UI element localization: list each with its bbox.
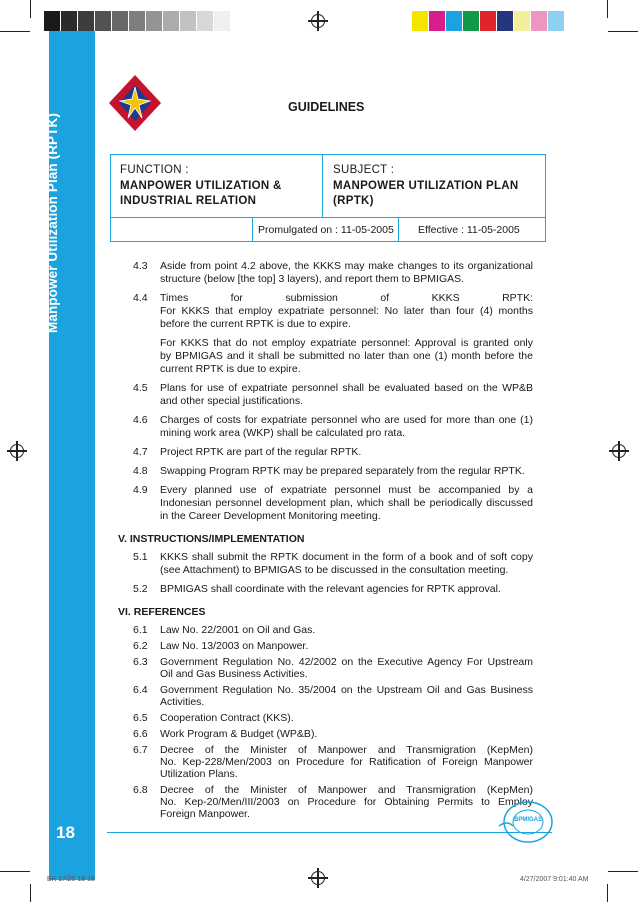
company-logo-icon — [107, 73, 163, 133]
subject-line: MANPOWER UTILIZATION PLAN — [333, 179, 519, 192]
crop-mark — [30, 884, 31, 902]
item-number: 6.7 — [133, 744, 148, 756]
item-text-line: Charges of costs for expatriate personnel who are used for more than one (1) — [160, 414, 533, 426]
item-text-line: KKKS shall submit the RPTK document in the form of a book and of soft copy — [160, 551, 533, 563]
item-text-line: Oil and Gas Business Activities. — [160, 668, 308, 680]
color-swatch — [197, 11, 214, 31]
item-number: 6.6 — [133, 728, 148, 740]
item-text-line: Government Regulation No. 35/2004 on the Upstream Oil and Gas Business — [160, 684, 533, 696]
item-text-line: Indonesian personnel development plan, which shall be periodically discussed — [160, 497, 533, 509]
item-number: 6.2 — [133, 640, 148, 652]
divider — [398, 217, 399, 242]
effective-date: Effective : 11-05-2005 — [418, 224, 520, 236]
color-swatch — [112, 11, 129, 31]
color-swatch — [548, 11, 565, 31]
registration-mark-icon — [612, 444, 626, 458]
item-number: 4.4 — [133, 292, 148, 304]
item-number: 4.9 — [133, 484, 148, 496]
color-swatch — [61, 11, 78, 31]
page-title: GUIDELINES — [288, 100, 365, 114]
function-line: MANPOWER UTILIZATION & — [120, 179, 282, 192]
item-text-line: Decree of the Minister of Manpower and Transmigration (KepMen) — [160, 784, 533, 796]
function-line: INDUSTRIAL RELATION — [120, 195, 257, 207]
item-number: 5.2 — [133, 583, 148, 595]
color-swatch — [95, 11, 112, 31]
color-swatch — [446, 11, 463, 31]
crop-mark — [0, 31, 30, 32]
function-label: FUNCTION : — [120, 164, 189, 176]
item-number: 4.7 — [133, 446, 148, 458]
function-block — [120, 163, 282, 210]
color-swatch — [214, 11, 231, 31]
subject-label: SUBJECT : — [333, 164, 395, 176]
item-text-line: Cooperation Contract (KKS). — [160, 712, 294, 724]
color-swatch — [463, 11, 480, 31]
item-number: 6.5 — [133, 712, 148, 724]
divider — [252, 217, 253, 242]
item-text-line: Project RPTK are part of the regular RPTK. — [160, 446, 362, 458]
color-swatch — [429, 11, 446, 31]
item-text-line: Plans for use of expatriate personnel shall be evaluated based on the WP&B — [160, 382, 533, 394]
color-swatch — [129, 11, 146, 31]
color-swatch — [412, 11, 429, 31]
item-text-line: No. Kep-20/Men/III/2003 on Procedure for Obtaining Permits to Employ — [160, 796, 533, 808]
item-text-line: in the Career Development Monitoring meeting. — [160, 510, 381, 522]
color-swatch — [146, 11, 163, 31]
print-slug-left: BK 17i20 18 18 — [47, 876, 95, 883]
item-number: 6.4 — [133, 684, 148, 696]
item-text-line: and other special justifications. — [160, 395, 303, 407]
item-text-line: No. Kep-228/Men/2003 on Procedure for Ratification of Foreign Manpower — [160, 756, 533, 768]
crop-mark — [608, 31, 638, 32]
color-swatch — [480, 11, 497, 31]
process-color-bar — [412, 11, 565, 31]
item-text-line: Law No. 22/2001 on Oil and Gas. — [160, 624, 316, 636]
item-number: 6.1 — [133, 624, 148, 636]
subject-block — [333, 163, 519, 210]
color-swatch — [531, 11, 548, 31]
subject-line: (RPTK) — [333, 195, 374, 207]
item-number: 4.5 — [133, 382, 148, 394]
divider — [322, 154, 323, 217]
item-text-line: Every planned use of expatriate personnel must be accompanied by a — [160, 484, 533, 496]
crop-mark — [0, 871, 30, 872]
crop-mark — [607, 0, 608, 18]
item-text-line: Aside from point 4.2 above, the KKKS may make changes to its organizational — [160, 260, 533, 272]
item-number: 5.1 — [133, 551, 148, 563]
item-number: 6.8 — [133, 784, 148, 796]
print-slug-right: 4/27/2007 9:01:40 AM — [520, 876, 589, 883]
color-swatch — [163, 11, 180, 31]
item-text-line: BPMIGAS shall coordinate with the relevant agencies for RPTK approval. — [160, 583, 501, 595]
page-number: 18 — [56, 823, 75, 842]
function-value — [120, 179, 282, 210]
color-swatch — [78, 11, 95, 31]
section-heading: VI. REFERENCES — [118, 606, 206, 618]
item-text-line: structure (below [the top] 3 layers), and report them to BPMIGAS. — [160, 273, 465, 285]
item-number: 4.3 — [133, 260, 148, 272]
item-text-line: before the current RPTK is due to expire. — [160, 318, 351, 330]
item-text-line: Decree of the Minister of Manpower and Transmigration (KepMen) — [160, 744, 533, 756]
item-text-line: Foreign Manpower. — [160, 808, 250, 820]
grayscale-color-bar — [44, 11, 231, 31]
item-text-line: Activities. — [160, 696, 205, 708]
item-text-line: by BPMIGAS and it shall be submitted no later than one (1) month before the — [160, 350, 533, 362]
color-swatch — [497, 11, 514, 31]
section-heading: V. INSTRUCTIONS/IMPLEMENTATION — [118, 533, 305, 545]
side-title: Manpower Utilization Plan (RPTK) — [45, 113, 60, 333]
item-text-line: mining work area (WKP) shall be calculated pro rata. — [160, 427, 406, 439]
item-text-line: For KKKS that do not employ expatriate personnel: Approval is granted only — [160, 337, 533, 349]
registration-mark-icon — [10, 444, 24, 458]
registration-mark-icon — [311, 14, 325, 28]
color-swatch — [514, 11, 531, 31]
subject-value — [333, 179, 519, 210]
item-text-line: Law No. 13/2003 on Manpower. — [160, 640, 309, 652]
item-text-line: Government Regulation No. 42/2002 on the Executive Agency For Upstream — [160, 656, 533, 668]
stamp-text: BPMIGAS — [514, 817, 543, 823]
divider — [110, 217, 546, 218]
item-text-line: For KKKS that employ expatriate personnel: No later than four (4) months — [160, 305, 533, 317]
item-number: 4.6 — [133, 414, 148, 426]
footer-line — [107, 832, 552, 833]
item-text-line: Utilization Plans. — [160, 768, 238, 780]
crop-mark — [607, 884, 608, 902]
item-text-line: Work Program & Budget (WP&B). — [160, 728, 318, 740]
item-text-line: Times for submission of KKKS RPTK: — [160, 292, 533, 304]
item-text-line: current RPTK is due to expire. — [160, 363, 301, 375]
item-number: 4.8 — [133, 465, 148, 477]
registration-mark-icon — [311, 871, 325, 885]
item-text-line: (see Attachment) to BPMIGAS to be discussed in the consultation meeting. — [160, 564, 509, 576]
item-number: 6.3 — [133, 656, 148, 668]
crop-mark — [608, 871, 638, 872]
color-swatch — [44, 11, 61, 31]
color-swatch — [180, 11, 197, 31]
promulgated-date: Promulgated on : 11-05-2005 — [258, 224, 394, 236]
item-text-line: Swapping Program RPTK may be prepared separately from the regular RPTK. — [160, 465, 525, 477]
crop-mark — [30, 0, 31, 18]
